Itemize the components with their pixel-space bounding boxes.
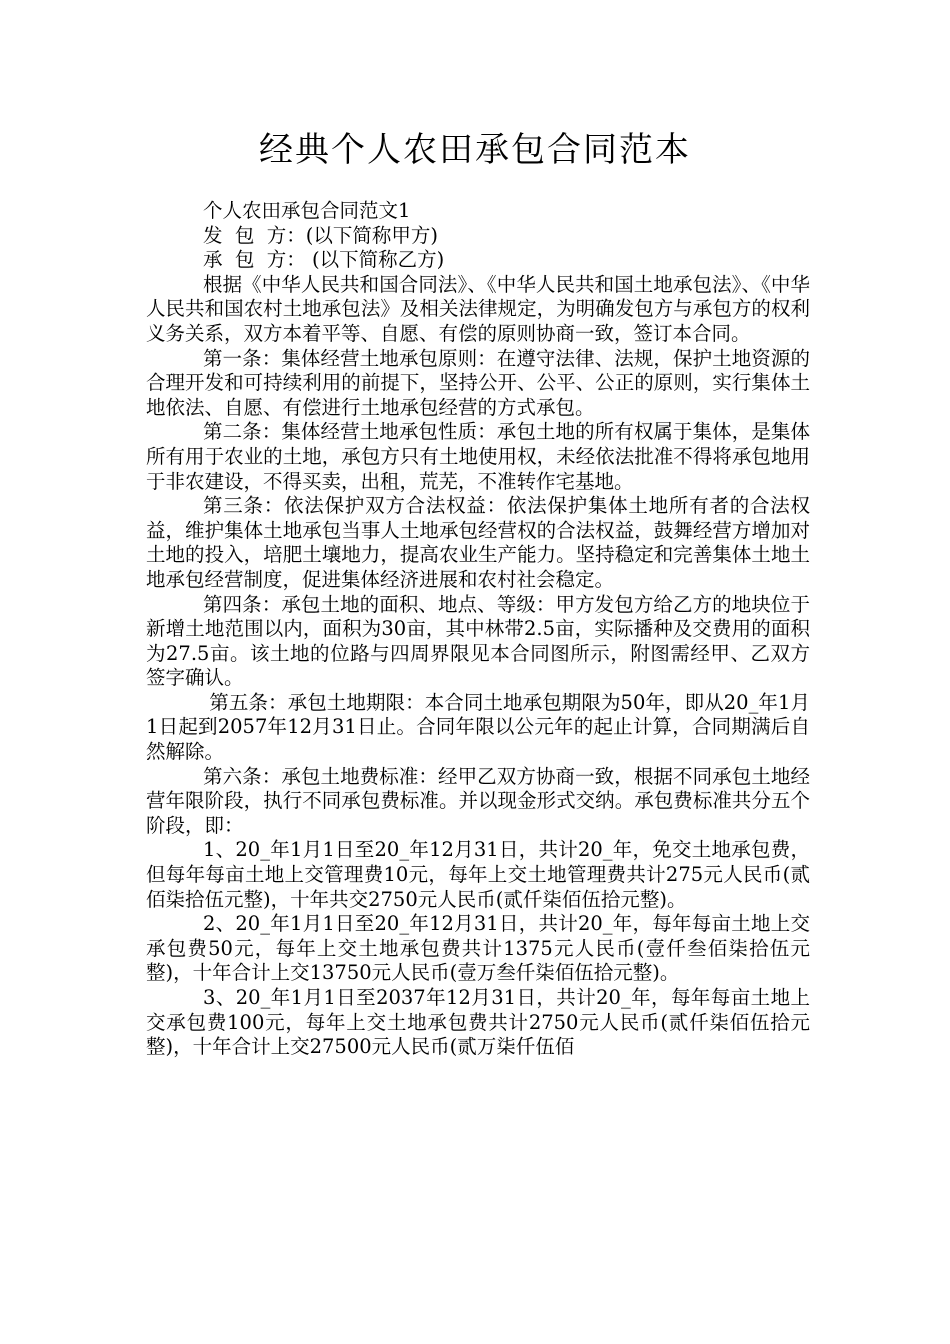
fee-stage-1-paragraph: 1、20_年1月1日至20_年12月31日，共计20_年，免交土地承包费，但每年每亩土地上交管理费10元，每年上交土地管理费共计275元人民币(贰佰柒拾伍元整)，十年共交2750元人民币(贰仟柒佰伍拾元整)。 (146, 838, 810, 911)
document-title: 经典个人农田承包合同范本 (259, 130, 691, 170)
article-4-paragraph: 第四条：承包土地的面积、地点、等级：甲方发包方给乙方的地块位于新增土地范围以内，面积为30亩，其中林带2.5亩，实际播种及交费用的面积为27.5亩。该土地的位路与四周界限见本合同图所示，附图需经甲、乙双方签字确认。 (146, 592, 810, 690)
article-5-paragraph: 第五条：承包土地期限：本合同土地承包期限为50年，即从20_年1月1日起到2057年12月31日止。合同年限以公元年的起止计算，合同期满后自然解除。 (146, 690, 810, 764)
article-3-paragraph: 第三条：依法保护双方合法权益：依法保护集体土地所有者的合法权益，维护集体土地承包当事人土地承包经营权的合法权益，鼓舞经营方增加对土地的投入，培肥土壤地力，提高农业生产能力。坚持稳定和完善集体土地土地承包经营制度，促进集体经济进展和农村社会稳定。 (146, 494, 810, 591)
fee-stage-2-paragraph: 2、20_年1月1日至20_年12月31日，共计20_年，每年每亩土地上交承包费50元，每年上交土地承包费共计1375元人民币(壹仟叁佰柒拾伍元整)，十年合计上交13750元人民币(壹万叁仟柒佰伍拾元整)。 (146, 912, 810, 985)
party-a-line: 发 包 方：(以下简称甲方) (203, 223, 439, 247)
article-1-paragraph: 第一条：集体经营土地承包原则：在遵守法律、法规，保护土地资源的合理开发和可持续利用的前提下，坚持公开、公平、公正的原则，实行集体土地依法、自愿、有偿进行土地承包经营的方式承包。 (146, 346, 810, 419)
article-2-paragraph: 第二条：集体经营土地承包性质：承包土地的所有权属于集体，是集体所有用于农业的土地，承包方只有土地使用权，未经依法批准不得将承包地用于非农建设，不得买卖，出租，荒芜，不准转作宅基地。 (146, 420, 810, 493)
article-6-paragraph: 第六条：承包土地费标准：经甲乙双方协商一致，根据不同承包土地经营年限阶段，执行不同承包费标准。并以现金形式交纳。承包费标准共分五个阶段，即： (146, 764, 810, 837)
fee-stage-3-paragraph: 3、20_年1月1日至2037年12月31日，共计20_年，每年每亩土地上交承包费100元，每年上交土地承包费共计2750元人民币(贰仟柒佰伍拾元整)，十年合计上交27500元人民币(贰万柒仟伍佰 (146, 986, 810, 1059)
preamble-paragraph: 根据《中华人民共和国合同法》、《中华人民共和国土地承包法》、《中华人民共和国农村土地承包法》及相关法律规定，为明确发包方与承包方的权利义务关系，双方本着平等、自愿、有偿的原则协商一致，签订本合同。 (146, 272, 810, 345)
party-b-line: 承 包 方： (以下简称乙方) (203, 248, 445, 272)
subtitle-line: 个人农田承包合同范文1 (203, 199, 411, 222)
document-body (146, 199, 810, 1060)
